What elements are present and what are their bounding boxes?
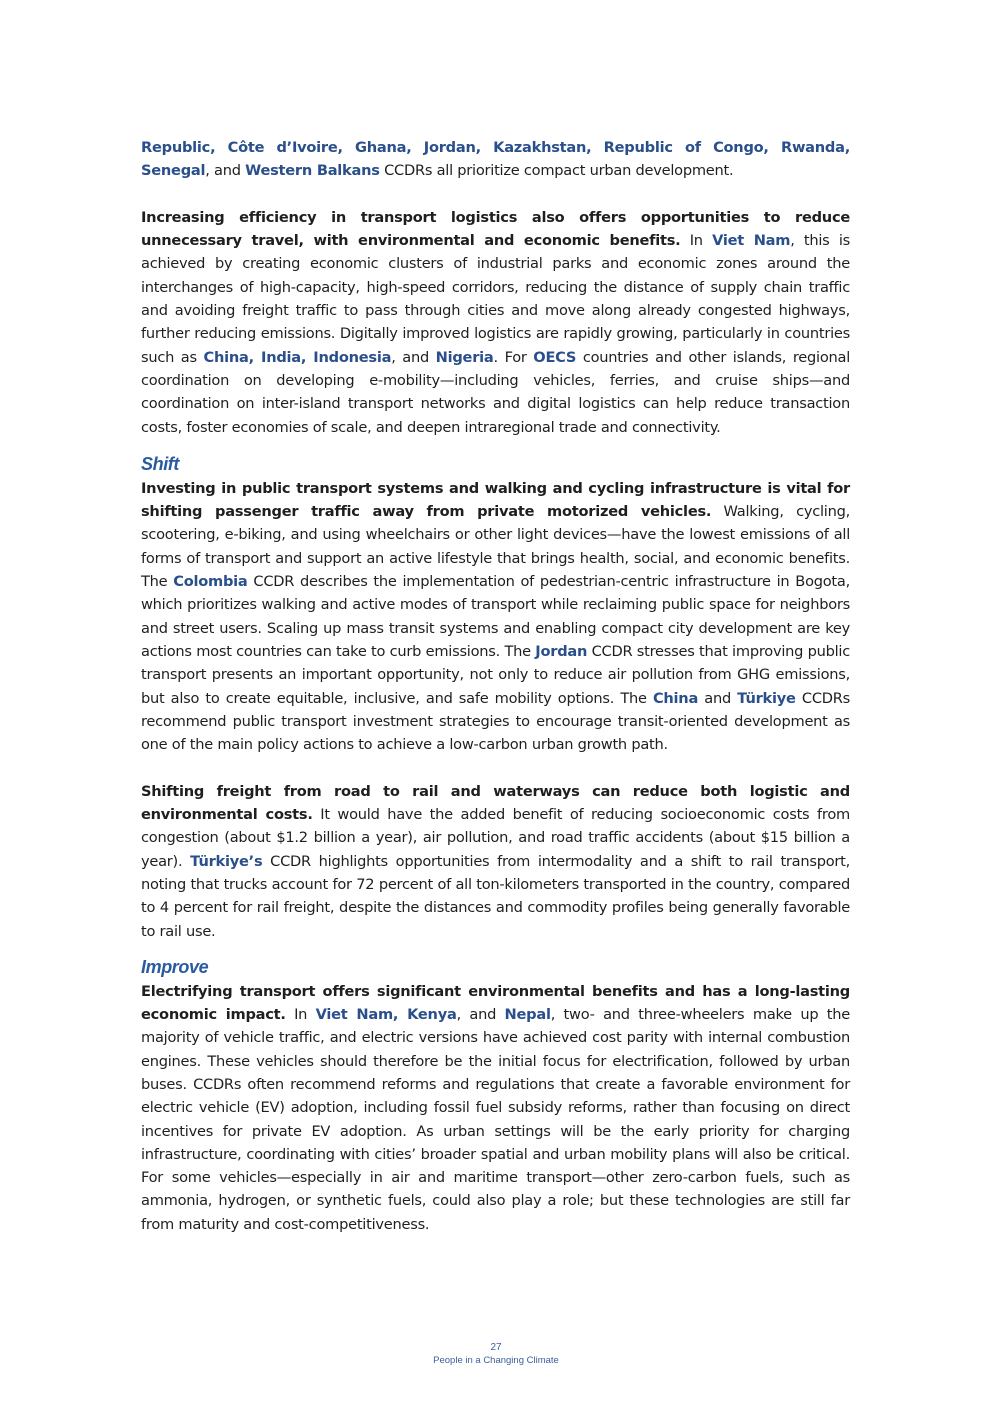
text-run: CCDR stresses that improving public transport presents an important opportunity, not only to reduce air pollution from GHG emissions, but also to create equitable, inclusive, and safe mobility options. The	[141, 642, 850, 707]
country-viet-nam: Viet Nam	[712, 232, 791, 250]
paragraph-compact-urban	[141, 136, 850, 183]
country-china-india-indonesia: China, India, Indonesia	[203, 348, 392, 366]
paragraph-logistics	[141, 206, 850, 439]
lead-sentence: Increasing efficiency in transport logistics also offers opportunities to reduce unnecessary travel, with environmental and economic benefits.	[141, 208, 850, 250]
text-run: and	[698, 689, 738, 707]
text-run: In	[680, 232, 713, 250]
text-run: CCDRs recommend public transport investment strategies to encourage transit-oriented development as one of the main policy actions to achieve a low-carbon urban growth path.	[141, 689, 850, 754]
text-run: . For	[493, 348, 534, 366]
country-nepal: Nepal	[504, 1006, 551, 1024]
country-colombia: Colombia	[173, 573, 248, 591]
text-run: CCDR describes the implementation of pedestrian-centric infrastructure in Bogota, which prioritizes walking and active modes of transport while reclaiming public space for neighbors and street users. Scaling up mass transit systems and enabling compact city development are key actions most countries can take to curb emissions. The	[141, 573, 850, 660]
text-run: ,	[392, 1006, 408, 1024]
country-western-balkans: Western Balkans	[245, 162, 380, 180]
country-turkiye-possessive: Türkiye’s	[190, 852, 263, 870]
lead-sentence: Investing in public transport systems and walking and cycling infrastructure is vital for shifting passenger traffic away from private motorized vehicles.	[141, 479, 850, 521]
country-jordan: Jordan	[535, 642, 588, 660]
text-run: , this is achieved by creating economic clusters of industrial parks and economic zones around the interchanges of high-capacity, high-speed corridors, reducing the distance of supply chain traffic and avoiding freight traffic to pass through cities and move along already congested highways, further reducing emissions. Digitally improved logistics are rapidly growing, particularly in countries such as	[141, 232, 850, 366]
text-run: In	[285, 1006, 316, 1024]
lead-sentence: Electrifying transport offers significant environmental benefits and has a long-lasting economic impact.	[141, 982, 850, 1024]
section-heading-improve: Improve	[141, 956, 209, 977]
page-number: 27	[490, 1342, 502, 1353]
country-kenya: Kenya	[407, 1006, 457, 1024]
paragraph-public-transport	[141, 477, 850, 757]
text-run: countries and other islands, regional coordination on developing e-mobility—including vehicles, ferries, and cruise ships—and coordination on inter-island transport networks and digital logistics can help reduce transaction costs, foster economies of scale, and deepen intraregional trade and connectivity.	[141, 348, 851, 436]
text-run: , and	[391, 348, 436, 366]
country-china: China	[652, 689, 699, 707]
paragraph-freight	[141, 780, 850, 943]
text-run: , and	[205, 162, 246, 180]
text-run: CCDR highlights opportunities from intermodality and a shift to rail transport, noting that trucks account for 72 percent of all ton-kilometers transported in the country, compared to 4 percent for rail freight, despite the distances and commodity profiles being generally favorable to rail use.	[141, 852, 851, 940]
country-oecs: OECS	[533, 348, 577, 366]
paragraph-electrification	[141, 980, 850, 1236]
page-content	[141, 136, 850, 1236]
country-list: Republic, Côte d’Ivoire, Ghana, Jordan, Kazakhstan, Republic of Congo, Rwanda, Senegal	[141, 139, 850, 180]
country-turkiye: Türkiye	[737, 689, 796, 707]
text-run: Walking, cycling, scootering, e-biking, and using wheelchairs or other light devices—have the lowest emissions of all forms of transport and support an active lifestyle that brings health, social, and economic benefits. The	[141, 503, 851, 591]
text-run: , and	[456, 1006, 505, 1024]
country-nigeria: Nigeria	[435, 348, 494, 366]
section-heading-shift: Shift	[141, 453, 179, 474]
text-run: , two- and three-wheelers make up the majority of vehicle traffic, and electric versions have achieved cost parity with internal combustion engines. These vehicles should therefore be the initial focus for electrification, followed by urban buses. CCDRs often recommend reforms and regulations that create a favorable environment for electric vehicle (EV) adoption, including fossil fuel subsidy reforms, rather than focusing on direct incentives for private EV adoption. As urban settings will be the early priority for charging infrastructure, coordinating with cities’ broader spatial and urban mobility plans will also be critical. For some vehicles—especially in air and maritime transport—other zero-carbon fuels, such as ammonia, hydrogen, or synthetic fuels, could also play a role; but these technologies are still far from maturity and cost-competitiveness.	[141, 1006, 851, 1233]
text-run: CCDRs all prioritize compact urban development.	[379, 162, 734, 180]
country-viet-nam: Viet Nam	[315, 1006, 393, 1024]
lead-sentence: Shifting freight from road to rail and waterways can reduce both logistic and environmental costs.	[141, 782, 850, 824]
text-run: It would have the added benefit of reducing socioeconomic costs from congestion (about $1.2 billion a year), air pollution, and road traffic accidents (about $15 billion a year).	[141, 806, 850, 870]
footer-title: People in a Changing Climate	[433, 1355, 559, 1366]
